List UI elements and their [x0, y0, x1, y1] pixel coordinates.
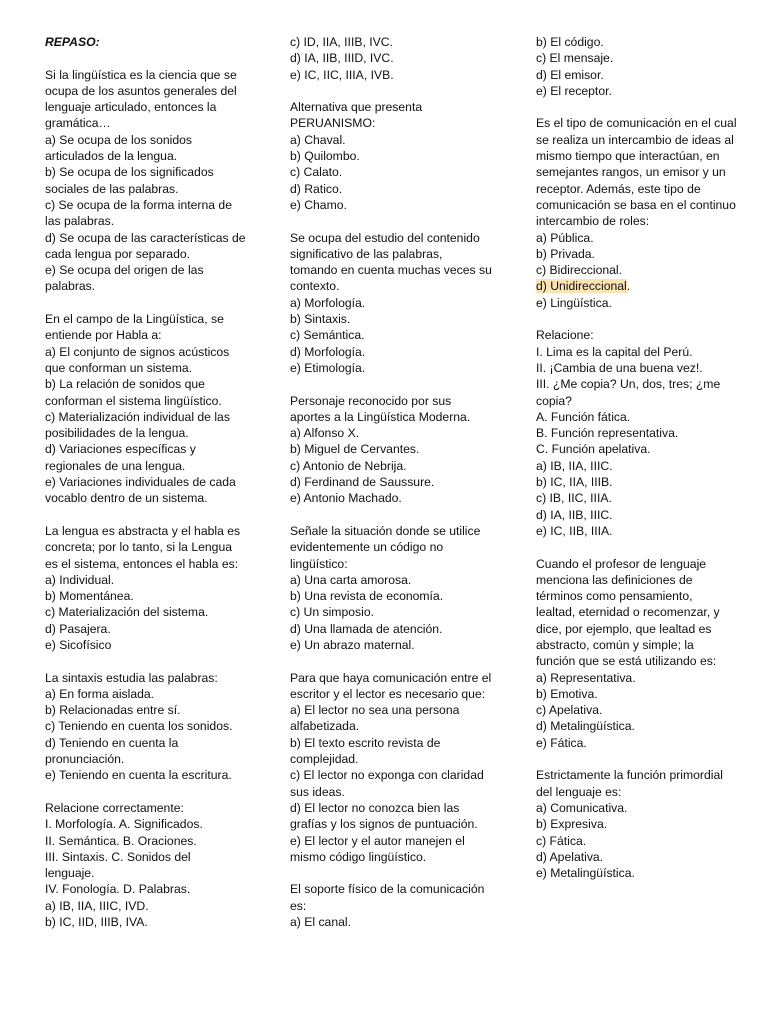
text-line: b) Emotiva. [536, 686, 598, 701]
text-line: III. ¿Me copia? Un, dos, tres; ¿me [536, 377, 721, 392]
question-block [536, 767, 754, 881]
text-line: a) Morfología. [290, 295, 366, 310]
text-line: Relacione: [536, 328, 594, 343]
text-line: b) IC, IID, IIIB, IVA. [45, 915, 148, 930]
text-line: Señale la situación donde se utilice [290, 523, 481, 538]
text-line: dice, por ejemplo, que lealtad es [536, 621, 712, 636]
text-line: c) Un simposio. [290, 605, 374, 620]
text-line: c) IB, IIC, IIIA. [536, 491, 612, 506]
text-line: b) Una revista de economía. [290, 589, 444, 604]
text-line: d) Se ocupa de las características de [45, 230, 246, 245]
text-line: lenguaje articulado, entonces la [45, 100, 217, 115]
text-line: La sintaxis estudia las palabras: [45, 670, 218, 685]
text-line: función que se está utilizando es: [536, 654, 717, 669]
text-line: e) Chamo. [290, 197, 347, 212]
text-line: a) Individual. [45, 572, 115, 587]
text-line: c) Bidireccional. [536, 263, 623, 278]
text-line: Se ocupa del estudio del contenido [290, 230, 480, 245]
text-line: las palabras. [45, 214, 115, 229]
text-line: A. Función fática. [536, 409, 631, 424]
text-line: ocupa de los asuntos generales del [45, 83, 237, 98]
highlighted-answer: d) Unidireccional [536, 279, 627, 294]
text-line: c) ID, IIA, IIIB, IVC. [290, 35, 393, 49]
text-line: e) Etimología. [290, 360, 366, 375]
text-line: c) Materialización individual de las [45, 409, 230, 424]
text-line: a) Una carta amorosa. [290, 572, 412, 587]
text-line: B. Función representativa. [536, 426, 679, 441]
text-line: significativo de las palabras, [290, 246, 443, 261]
text-line: es: [290, 898, 307, 913]
column-3 [536, 34, 754, 898]
question-block [290, 34, 515, 83]
text-line: I. Lima es la capital del Perú. [536, 344, 693, 359]
text-line: e) Se ocupa del origen de las [45, 263, 204, 278]
text-line: c) El lector no exponga con claridad [290, 768, 484, 783]
text-line: e) Fática. [536, 735, 587, 750]
text-line: a) Se ocupa de los sonidos [45, 132, 193, 147]
text-line: términos como pensamiento, [536, 589, 693, 604]
text-line: b) IC, IIA, IIIB. [536, 475, 613, 490]
text-line: que conforman un sistema. [45, 360, 193, 375]
question-block [45, 67, 267, 295]
text-line: REPASO: [45, 35, 100, 49]
text-line: b) Expresiva. [536, 817, 608, 832]
text-line: a) Pública. [536, 230, 594, 245]
text-line: escritor y el lector es necesario que: [290, 686, 486, 701]
text-line: PERUANISMO: [290, 116, 376, 131]
text-line: grafías y los signos de puntuación. [290, 817, 478, 832]
text-line: Es el tipo de comunicación en el cual [536, 116, 737, 131]
text-line: El soporte físico de la comunicación [290, 882, 485, 897]
text-line: b) Sintaxis. [290, 312, 351, 327]
text-line: entiende por Habla a: [45, 328, 162, 343]
question-block [45, 311, 267, 507]
text-line: d) Morfología. [290, 344, 366, 359]
text-line: articulados de la lengua. [45, 149, 178, 164]
text-line: a) El canal. [290, 915, 351, 930]
question-block [290, 670, 515, 866]
text-line: I. Morfología. A. Significados. [45, 817, 203, 832]
text-line: lingüístico: [290, 556, 348, 571]
text-line: sociales de las palabras. [45, 181, 179, 196]
text-line: b) Momentánea. [45, 589, 134, 604]
text-line: b) Relacionadas entre sí. [45, 703, 181, 718]
question-block [290, 881, 515, 930]
text-line: posibilidades de la lengua. [45, 426, 189, 441]
text-line: c) Se ocupa de la forma interna de [45, 197, 232, 212]
text-line: d) IA, IIB, IIIC. [536, 507, 613, 522]
text-line: lenguaje. [45, 866, 95, 881]
text-line: b) Quilombo. [290, 149, 360, 164]
text-line: pronunciación. [45, 752, 125, 767]
text-line: a) Representativa. [536, 670, 636, 685]
text-line: III. Sintaxis. C. Sonidos del [45, 849, 191, 864]
text-line: d) IA, IIB, IIID, IVC. [290, 51, 394, 66]
text-line: c) Teniendo en cuenta los sonidos. [45, 719, 233, 734]
question-block [45, 523, 267, 653]
text-line: II. ¡Cambia de una buena vez!. [536, 360, 703, 375]
text-line: b) El texto escrito revista de [290, 735, 441, 750]
text-line: e) Teniendo en cuenta la escritura. [45, 768, 232, 783]
text-line: d) Ferdinand de Saussure. [290, 475, 435, 490]
text-line: c) Apelativa. [536, 703, 603, 718]
text-line: conforman el sistema lingüístico. [45, 393, 222, 408]
text-line: abstracto, común y simple; la [536, 637, 694, 652]
text-line: alfabetizada. [290, 719, 360, 734]
text-line: complejidad. [290, 752, 359, 767]
text-line: e) Variaciones individuales de cada [45, 475, 236, 490]
text-line: e) Antonio Machado. [290, 491, 402, 506]
text-line: a) IB, IIA, IIIC, IVD. [45, 898, 149, 913]
column-1 [45, 34, 267, 947]
text-line: contexto. [290, 279, 340, 294]
text-line: semejantes rangos, un emisor y un [536, 165, 726, 180]
text-line: b) El código. [536, 35, 604, 49]
text-line: C. Función apelativa. [536, 442, 651, 457]
text-line: aportes a la Lingüística Moderna. [290, 409, 471, 424]
text-line: e) IC, IIC, IIIA, IVB. [290, 67, 394, 82]
text-line: d) El emisor. [536, 67, 604, 82]
text-line: tomando en cuenta muchas veces su [290, 263, 492, 278]
text-line: a) El lector no sea una persona [290, 703, 460, 718]
text-line: regionales de una lengua. [45, 458, 186, 473]
question-block [536, 34, 754, 99]
text-line: evidentemente un código no [290, 540, 444, 555]
text-line: concreta; por lo tanto, si la Lengua [45, 540, 232, 555]
text-line: d) Apelativa. [536, 849, 604, 864]
text-line: mismo código lingüístico. [290, 849, 427, 864]
column-2 [290, 34, 515, 947]
text-line: e) El lector y el autor manejen el [290, 833, 465, 848]
text-line: a) Alfonso X. [290, 426, 360, 441]
text-line: palabras. [45, 279, 96, 294]
question-block [536, 556, 754, 752]
question-block [45, 34, 267, 50]
text-line: c) Antonio de Nebrija. [290, 458, 407, 473]
text-line: Personaje reconocido por sus [290, 393, 452, 408]
text-line: b) La relación de sonidos que [45, 377, 205, 392]
text-line: a) Chaval. [290, 132, 346, 147]
text-line: a) En forma aislada. [45, 686, 155, 701]
text-line: d) Teniendo en cuenta la [45, 735, 179, 750]
text-line: c) Calato. [290, 165, 343, 180]
text-line: c) Fática. [536, 833, 587, 848]
text-line: menciona las definiciones de [536, 572, 693, 587]
text-line: mismo tiempo que interactúan, en [536, 149, 720, 164]
text-line: lealtad, eternidad o recomenzar, y [536, 605, 720, 620]
text-line: b) Se ocupa de los significados [45, 165, 214, 180]
text-line: Alternativa que presenta [290, 100, 423, 115]
question-block [290, 393, 515, 507]
text-line: sus ideas. [290, 784, 345, 799]
text-line: II. Semántica. B. Oraciones. [45, 833, 197, 848]
text-line: Para que haya comunicación entre el [290, 670, 492, 685]
text-line: e) Sicofísico [45, 637, 112, 652]
text-line: e) Lingüística. [536, 295, 612, 310]
question-block [536, 115, 754, 311]
text-line: c) Materialización del sistema. [45, 605, 209, 620]
text-line: Cuando el profesor de lenguaje [536, 556, 707, 571]
text-line: del lenguaje es: [536, 784, 622, 799]
text-line: c) El mensaje. [536, 51, 614, 66]
text-line: es el sistema, entonces el habla es: [45, 556, 239, 571]
text-line: b) Privada. [536, 246, 595, 261]
text-line: d) Variaciones específicas y [45, 442, 196, 457]
text-line: a) IB, IIA, IIIC. [536, 458, 613, 473]
text-line: IV. Fonología. D. Palabras. [45, 882, 191, 897]
text-line: d) Una llamada de atención. [290, 621, 443, 636]
text-line: d) Ratico. [290, 181, 343, 196]
text-line: intercambio de roles: [536, 214, 650, 229]
text-line: b) Miguel de Cervantes. [290, 442, 420, 457]
text-line: c) Semántica. [290, 328, 365, 343]
text-line: copia? [536, 393, 572, 408]
text-line: a) El conjunto de signos acústicos [45, 344, 230, 359]
text-line: Estrictamente la función primordial [536, 768, 723, 783]
text-line: comunicación se basa en el continuo [536, 197, 736, 212]
question-block [290, 99, 515, 213]
text-fragment: . [626, 279, 631, 294]
text-line: cada lengua por separado. [45, 246, 191, 261]
text-line: e) Un abrazo maternal. [290, 637, 415, 652]
text-line: gramática… [45, 116, 111, 131]
text-line: Relacione correctamente: [45, 800, 184, 815]
text-line: Si la lingüística es la ciencia que se [45, 67, 237, 82]
text-line: d) Pasajera. [45, 621, 111, 636]
question-block [536, 327, 754, 539]
text-line: receptor. Además, este tipo de [536, 181, 701, 196]
text-line: se realiza un intercambio de ideas al [536, 132, 734, 147]
text-line: e) IC, IIB, IIIA. [536, 523, 613, 538]
text-line: vocablo dentro de un sistema. [45, 491, 208, 506]
text-line: d) El lector no conozca bien las [290, 800, 460, 815]
question-block [290, 230, 515, 377]
text-line [536, 278, 754, 294]
question-block [290, 523, 515, 653]
text-line: e) Metalingüística. [536, 866, 635, 881]
text-line: e) El receptor. [536, 83, 612, 98]
text-line: a) Comunicativa. [536, 800, 628, 815]
text-line: La lengua es abstracta y el habla es [45, 523, 241, 538]
text-line: En el campo de la Lingüística, se [45, 312, 224, 327]
question-block [45, 670, 267, 784]
question-block [45, 800, 267, 930]
text-line: d) Metalingüística. [536, 719, 635, 734]
